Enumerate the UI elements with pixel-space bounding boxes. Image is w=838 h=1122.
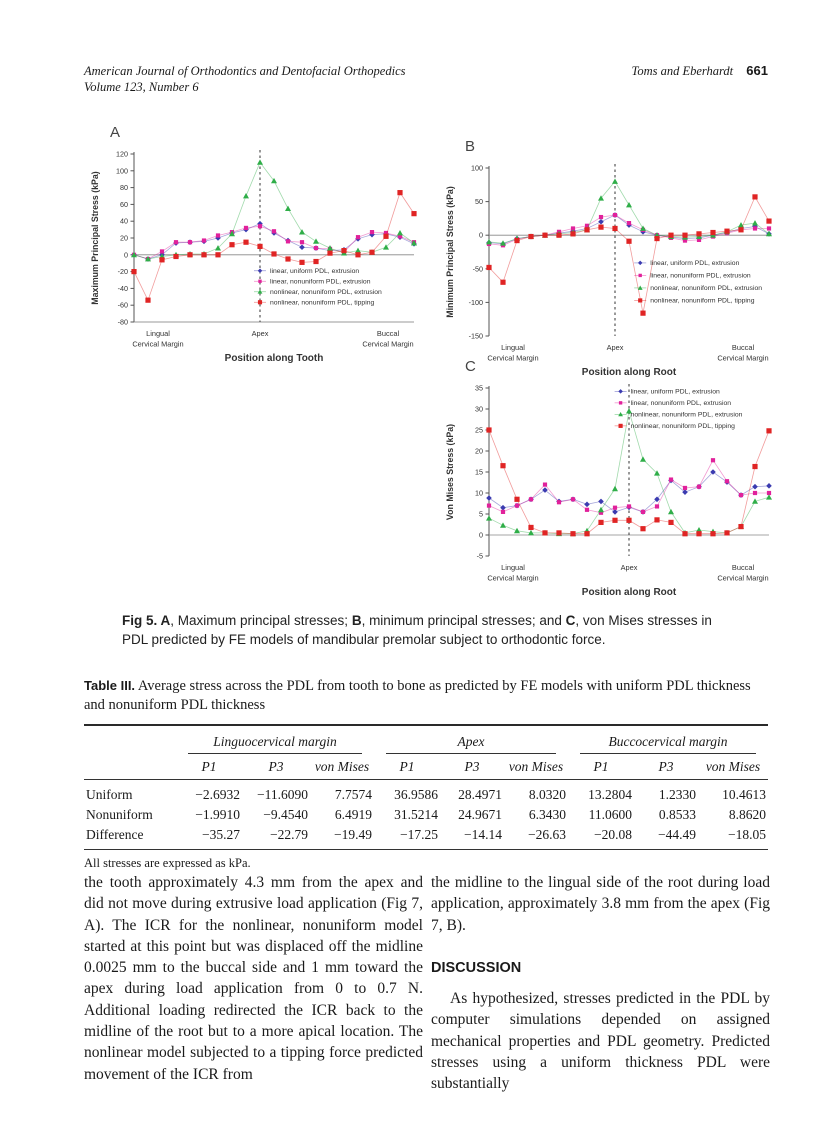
group-header-linguocervical: Linguocervical margin [188,734,362,754]
svg-text:nonlinear, nonuniform PDL, tip: nonlinear, nonuniform PDL, tipping [630,423,735,431]
legend [254,268,382,307]
page-header [84,63,768,95]
svg-text:-5: -5 [476,551,483,561]
chart-c-plot [443,376,779,616]
svg-text:nonlinear, nonuniform PDL, tip: nonlinear, nonuniform PDL, tipping [650,297,755,305]
svg-text:linear, uniform PDL, extrusion: linear, uniform PDL, extrusion [270,268,360,276]
series-3-markers [131,190,416,303]
paragraph-right: the midline to the lingual side of the root during load application, approximately 3.8 mm from the apex (Fig 7, B). [431,874,770,934]
col-header-p3: P3 [242,755,310,780]
svg-text:20: 20 [475,446,483,456]
svg-text:-20: -20 [117,267,128,277]
svg-text:Cervical Margin: Cervical Margin [717,573,769,583]
svg-text:35: 35 [475,383,483,393]
svg-text:Buccal: Buccal [376,329,400,338]
svg-text:-40: -40 [117,283,128,293]
page-number: 661 [746,63,768,78]
svg-text:Apex: Apex [251,329,269,338]
svg-text:Buccal: Buccal [731,563,755,572]
svg-text:50: 50 [475,197,483,207]
svg-text:linear, uniform PDL, extrusion: linear, uniform PDL, extrusion [630,388,720,396]
panel-letter-c: C [465,358,476,375]
table-group-header-row [84,725,768,755]
group-header-apex: Apex [386,734,556,754]
stress-table [84,724,768,850]
svg-text:Cervical Margin: Cervical Margin [362,339,414,349]
legend [634,260,762,305]
figure-caption: Fig 5. A, Maximum principal stresses; B, minimum principal stresses; and C, von Mises stresses in PDL predicted by FE models of mandibular premolar subject to orthodontic force. [122,613,712,647]
svg-text:Cervical Margin: Cervical Margin [487,573,539,583]
body-column-right [431,872,770,1095]
panel-letter-a: A [110,124,121,141]
table-row-nonuniform: Nonuniform −1.9910 −9.4540 6.4919 31.5214 24.9671 6.3430 11.0600 0.8533 8.8620 [86,807,766,822]
x-axis-labels [132,329,413,349]
svg-text:100: 100 [116,166,128,176]
y-axis-title: Minimum Principal Stress (kPa) [445,186,455,318]
x-axis-labels [487,563,768,583]
svg-text:nonlinear, nonuniform PDL, tip: nonlinear, nonuniform PDL, tipping [270,299,375,307]
table-footnote: All stresses are expressed as kPa. [84,856,251,870]
panel-letter-b: B [465,138,476,155]
journal-volume: Volume 123, Number 6 [84,80,199,94]
svg-text:Lingual: Lingual [501,563,525,572]
y-axis [116,150,134,327]
body-column-left [84,872,423,1085]
figure-caption-label: Fig 5. [122,613,161,628]
svg-text:15: 15 [475,467,483,477]
discussion-paragraph: As hypothesized, stresses predicted in the PDL by computer simulations depended on assigned mechanical properties and PDL geometry. Predicted stresses using a uniform thickness PDL were substantially [431,990,770,1093]
svg-text:nonlinear, nonuniform PDL, ext: nonlinear, nonuniform PDL, extrusion [650,285,763,293]
svg-text:linear, uniform PDL, extrusion: linear, uniform PDL, extrusion [650,260,740,268]
svg-text:Apex: Apex [606,343,624,352]
legend [615,389,743,431]
svg-text:25: 25 [475,425,483,435]
journal-title: American Journal of Orthodontics and Dentofacial Orthopedics [84,64,406,78]
svg-text:30: 30 [475,404,483,414]
svg-text:Lingual: Lingual [501,343,525,352]
svg-text:Cervical Margin: Cervical Margin [132,339,184,349]
y-axis-title: Maximum Principal Stress (kPa) [90,171,100,305]
x-axis-title: Position along Root [581,587,677,598]
table-3-label: Table III. [84,678,136,693]
svg-text:100: 100 [471,163,483,173]
svg-text:linear, nonuniform PDL, extrus: linear, nonuniform PDL, extrusion [270,278,371,286]
svg-text:40: 40 [120,216,128,226]
col-header-p1: P1 [176,755,242,780]
svg-text:Lingual: Lingual [146,329,170,338]
svg-text:20: 20 [120,233,128,243]
running-head-right [632,63,768,95]
svg-text:nonlinear, nonuniform PDL, ext: nonlinear, nonuniform PDL, extrusion [630,411,743,419]
svg-text:10: 10 [475,488,483,498]
y-axis [469,164,489,341]
series-3-line [489,197,769,313]
svg-text:-60: -60 [117,300,128,310]
discussion-heading: DISCUSSION [431,959,522,976]
group-header-buccocervical: Buccocervical margin [580,734,756,754]
col-header-vonmises: von Mises [310,755,374,780]
x-axis-title: Position along Root [581,367,677,378]
svg-text:Cervical Margin: Cervical Margin [487,353,539,363]
svg-text:0: 0 [479,230,483,240]
table-row-difference: Difference −35.27 −22.79 −19.49 −17.25 −14.14 −26.63 −20.08 −44.49 −18.05 [84,825,768,850]
svg-text:Apex: Apex [620,563,638,572]
svg-text:-100: -100 [468,297,483,307]
y-axis [475,384,489,561]
svg-text:-80: -80 [117,317,128,327]
svg-text:linear, nonuniform PDL, extrus: linear, nonuniform PDL, extrusion [630,400,732,408]
svg-text:5: 5 [479,509,483,519]
x-axis-title: Position along Tooth [224,353,324,364]
y-axis-title: Von Mises Stress (kPa) [445,423,455,521]
svg-text:120: 120 [116,149,128,159]
svg-text:-150: -150 [468,331,483,341]
svg-text:0: 0 [124,250,128,260]
journal-header [84,63,406,95]
table-3-section [84,676,768,871]
chart-panel-a [88,124,424,384]
table-column-header-row: P1 P3 von Mises P1 P3 von Mises P1 P3 von Mises [84,755,768,780]
table-row-uniform: Uniform −2.6932 −11.6090 7.7574 36.9586 28.4971 8.0320 13.2804 1.2330 10.4613 [86,787,766,802]
svg-text:linear, nonuniform PDL, extrus: linear, nonuniform PDL, extrusion [650,272,751,280]
svg-text:60: 60 [120,199,128,209]
table-3-title: Table III. Average stress across the PDL from tooth to bone as predicted by FE models with uniform PDL thickness and nonuniform PDL thickness [84,678,751,713]
svg-text:nonlinear, nonuniform PDL, ext: nonlinear, nonuniform PDL, extrusion [270,289,382,297]
svg-text:-50: -50 [472,264,483,274]
chart-panel-c [443,358,779,618]
svg-text:0: 0 [479,530,483,540]
running-authors: Toms and Eberhardt [631,64,734,78]
svg-text:80: 80 [120,183,128,193]
series-2-markers [131,159,417,261]
paragraph-left: the tooth approximately 4.3 mm from the apex and did not move during extrusive load application (Fig 7, A). The ICR for the nonlinear, nonuniform model started at this point but was displaced off the midline 0.0025 mm to the buccal side and 1 mm toward the apex during load application from 0 to 0.7 N. Additional loading redirected the ICR back to the midline of the root but to a more apical location. The nonlinear model subjected to a tipping force predicted movement of the ICR from [84,874,423,1083]
svg-text:Buccal: Buccal [731,343,755,352]
svg-text:Cervical Margin: Cervical Margin [717,353,769,363]
chart-a-plot [88,142,424,382]
